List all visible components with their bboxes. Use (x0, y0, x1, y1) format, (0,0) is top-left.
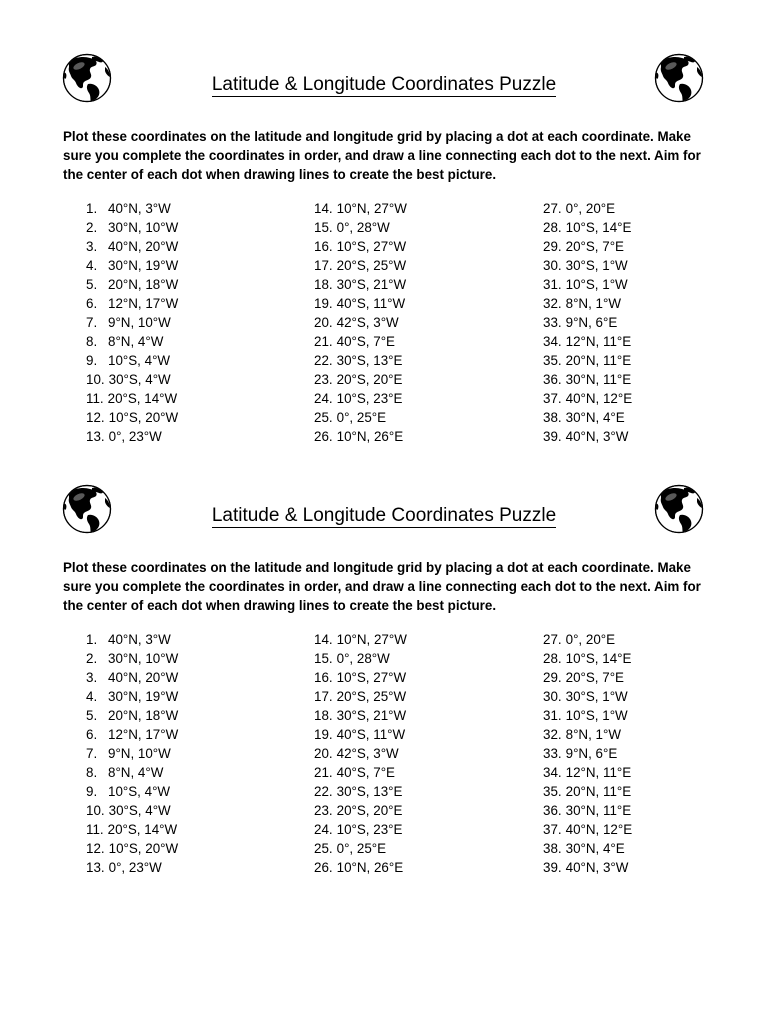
coordinate-value: 30°S, 13°E (336, 784, 403, 799)
coordinate-number: 17. (314, 258, 333, 273)
coordinate-number: 23. (314, 803, 333, 818)
coordinate-value: 0°, 23°W (108, 860, 162, 875)
coordinate-value: 40°S, 11°W (336, 296, 406, 311)
coordinate-value: 30°N, 19°W (108, 258, 179, 273)
coordinate-value: 10°S, 14°E (565, 220, 632, 235)
coordinate-number: 29. (543, 670, 562, 685)
coordinate-value: 0°, 25°E (336, 410, 387, 425)
coordinate-value: 40°N, 12°E (565, 391, 633, 406)
coordinate-number: 11. (86, 391, 104, 406)
coordinate-item (543, 744, 632, 763)
coordinate-value: 30°N, 4°E (565, 841, 625, 856)
coordinate-number: 34. (543, 765, 562, 780)
coordinate-value: 42°S, 3°W (336, 746, 399, 761)
coordinate-number: 7. (86, 746, 98, 761)
coordinate-value: 10°N, 26°E (336, 429, 404, 444)
coordinate-number: 13. (86, 429, 105, 444)
coordinate-value: 8°N, 1°W (565, 296, 621, 311)
coordinate-number: 18. (314, 708, 333, 723)
coordinate-number: 14. (314, 201, 333, 216)
coordinate-item (314, 649, 407, 668)
coordinate-value: 0°, 28°W (336, 651, 390, 666)
coordinate-number: 36. (543, 372, 562, 387)
coordinate-item (86, 389, 178, 408)
coordinate-item (543, 332, 632, 351)
coordinate-number: 4. (86, 258, 98, 273)
coordinate-item (543, 820, 632, 839)
coordinate-number: 27. (543, 632, 562, 647)
coordinate-item (86, 332, 178, 351)
coordinate-number: 3. (86, 239, 98, 254)
coordinate-item (543, 630, 632, 649)
coordinate-number: 2. (86, 651, 98, 666)
coordinate-value: 10°S, 4°W (108, 353, 171, 368)
coordinate-item (86, 199, 178, 218)
coordinate-number: 36. (543, 803, 562, 818)
coordinate-item (86, 275, 178, 294)
coordinate-value: 20°S, 20°E (336, 372, 403, 387)
coordinate-number: 5. (86, 277, 98, 292)
coordinate-number: 31. (543, 277, 562, 292)
coordinate-value: 30°N, 4°E (565, 410, 625, 425)
coordinate-item (543, 858, 632, 877)
coordinate-value: 40°S, 11°W (336, 727, 406, 742)
coordinate-value: 20°N, 11°E (565, 353, 632, 368)
coordinate-number: 30. (543, 689, 562, 704)
coordinate-number: 4. (86, 689, 98, 704)
coordinate-item (86, 649, 178, 668)
instructions: Plot these coordinates on the latitude and longitude grid by placing a dot at each coordinate. Make sure you complete the coordinates in order, and draw a line connecting each dot to the next. Aim for the center of each dot when drawing lines to create the best picture. (63, 129, 701, 182)
coordinate-value: 0°, 23°W (108, 429, 162, 444)
coordinate-value: 20°N, 11°E (565, 784, 632, 799)
coordinate-item (314, 744, 407, 763)
coordinate-item (314, 630, 407, 649)
coordinate-number: 39. (543, 429, 562, 444)
coordinate-number: 32. (543, 296, 562, 311)
coordinate-number: 11. (86, 822, 104, 837)
coordinate-item (543, 408, 632, 427)
coordinate-item (543, 370, 632, 389)
coordinate-number: 5. (86, 708, 98, 723)
coordinate-item (86, 706, 178, 725)
coordinate-number: 17. (314, 689, 333, 704)
coordinate-list-column-1 (86, 199, 178, 446)
coordinate-number: 10. (86, 372, 105, 387)
coordinate-number: 3. (86, 670, 98, 685)
coordinate-number: 31. (543, 708, 562, 723)
coordinate-value: 30°S, 21°W (336, 277, 407, 292)
coordinate-value: 9°N, 6°E (565, 746, 618, 761)
coordinate-item (543, 351, 632, 370)
coordinate-item (543, 294, 632, 313)
coordinate-item (543, 782, 632, 801)
coordinate-item (543, 256, 632, 275)
coordinate-value: 40°N, 20°W (108, 670, 179, 685)
coordinate-value: 10°N, 26°E (336, 860, 404, 875)
coordinate-item (314, 370, 407, 389)
coordinate-item (86, 839, 178, 858)
coordinate-value: 30°N, 10°W (108, 220, 179, 235)
coordinate-item (86, 256, 178, 275)
coordinate-value: 40°N, 3°W (108, 201, 171, 216)
coordinate-item (86, 744, 178, 763)
coordinate-item (86, 351, 178, 370)
coordinate-list-column-1 (86, 630, 178, 877)
coordinate-value: 10°S, 23°E (336, 822, 403, 837)
coordinate-value: 20°S, 25°W (336, 689, 407, 704)
coordinate-value: 9°N, 10°W (108, 746, 171, 761)
coordinate-number: 24. (314, 822, 333, 837)
coordinate-value: 20°S, 25°W (336, 258, 407, 273)
coordinate-value: 12°N, 11°E (565, 334, 632, 349)
coordinate-number: 27. (543, 201, 562, 216)
coordinate-number: 8. (86, 765, 98, 780)
coordinate-value: 10°S, 23°E (336, 391, 403, 406)
coordinate-number: 12. (86, 410, 105, 425)
coordinate-number: 26. (314, 429, 333, 444)
coordinate-value: 9°N, 6°E (565, 315, 618, 330)
coordinate-number: 19. (314, 727, 333, 742)
coordinate-number: 7. (86, 315, 98, 330)
coordinate-value: 30°S, 1°W (565, 258, 628, 273)
coordinate-value: 10°S, 14°E (565, 651, 632, 666)
coordinate-value: 10°N, 27°W (336, 632, 407, 647)
coordinate-value: 40°S, 7°E (336, 334, 395, 349)
coordinate-list-column-2 (314, 199, 407, 446)
coordinate-item (314, 351, 407, 370)
coordinate-item (86, 687, 178, 706)
coordinate-item (86, 218, 178, 237)
coordinate-number: 10. (86, 803, 105, 818)
coordinate-number: 1. (86, 201, 98, 216)
coordinate-value: 30°S, 1°W (565, 689, 628, 704)
coordinate-number: 28. (543, 220, 562, 235)
coordinate-number: 21. (314, 765, 333, 780)
coordinate-list-column-3 (543, 199, 632, 446)
coordinate-item (314, 408, 407, 427)
coordinate-item (543, 275, 632, 294)
coordinate-item (314, 275, 407, 294)
coordinate-number: 16. (314, 239, 333, 254)
coordinate-value: 10°S, 20°W (108, 410, 179, 425)
coordinate-value: 30°S, 21°W (336, 708, 407, 723)
coordinate-item (543, 313, 632, 332)
coordinate-number: 19. (314, 296, 333, 311)
coordinate-number: 35. (543, 784, 562, 799)
coordinate-value: 0°, 20°E (565, 201, 616, 216)
coordinate-value: 40°N, 3°W (108, 632, 171, 647)
coordinate-value: 20°S, 14°W (107, 391, 178, 406)
coordinate-value: 12°N, 17°W (108, 296, 179, 311)
coordinate-item (314, 332, 407, 351)
coordinate-item (314, 313, 407, 332)
coordinate-value: 0°, 28°W (336, 220, 390, 235)
coordinate-value: 8°N, 1°W (565, 727, 621, 742)
coordinate-item (543, 218, 632, 237)
coordinate-value: 0°, 25°E (336, 841, 387, 856)
coordinate-number: 15. (314, 651, 333, 666)
coordinate-item (543, 199, 632, 218)
worksheet-title: Latitude & Longitude Coordinates Puzzle (211, 74, 557, 95)
coordinate-value: 12°N, 17°W (108, 727, 179, 742)
coordinate-number: 39. (543, 860, 562, 875)
coordinate-item (86, 237, 178, 256)
coordinate-item (543, 237, 632, 256)
coordinate-value: 8°N, 4°W (108, 765, 164, 780)
coordinate-item (314, 858, 407, 877)
coordinate-item (314, 199, 407, 218)
coordinate-value: 9°N, 10°W (108, 315, 171, 330)
coordinate-value: 20°N, 18°W (108, 708, 179, 723)
coordinate-number: 22. (314, 784, 333, 799)
coordinate-item (86, 782, 178, 801)
coordinate-value: 8°N, 4°W (108, 334, 164, 349)
instructions: Plot these coordinates on the latitude and longitude grid by placing a dot at each coordinate. Make sure you complete the coordinates in order, and draw a line connecting each dot to the next. Aim for the center of each dot when drawing lines to create the best picture. (63, 560, 701, 613)
coordinate-value: 0°, 20°E (565, 632, 616, 647)
coordinate-item (314, 820, 407, 839)
coordinate-number: 20. (314, 315, 333, 330)
coordinate-item (86, 763, 178, 782)
coordinate-number: 22. (314, 353, 333, 368)
coordinate-number: 32. (543, 727, 562, 742)
coordinate-number: 13. (86, 860, 105, 875)
coordinate-value: 30°S, 13°E (336, 353, 403, 368)
coordinate-list-column-2 (314, 630, 407, 877)
coordinate-number: 33. (543, 746, 562, 761)
worksheet-title: Latitude & Longitude Coordinates Puzzle (211, 505, 557, 526)
coordinate-number: 26. (314, 860, 333, 875)
coordinate-value: 10°N, 27°W (336, 201, 407, 216)
coordinate-value: 30°N, 11°E (565, 372, 632, 387)
coordinate-value: 10°S, 20°W (108, 841, 179, 856)
coordinate-value: 20°S, 7°E (565, 670, 624, 685)
coordinate-value: 20°S, 20°E (336, 803, 403, 818)
coordinate-number: 6. (86, 727, 98, 742)
coordinate-number: 9. (86, 784, 98, 799)
coordinate-number: 33. (543, 315, 562, 330)
coordinate-value: 10°S, 1°W (565, 708, 628, 723)
coordinate-value: 20°S, 7°E (565, 239, 624, 254)
coordinate-number: 29. (543, 239, 562, 254)
coordinate-item (314, 687, 407, 706)
coordinate-list-column-3 (543, 630, 632, 877)
coordinate-number: 38. (543, 841, 562, 856)
coordinate-number: 2. (86, 220, 98, 235)
coordinate-item (314, 218, 407, 237)
coordinate-value: 20°N, 18°W (108, 277, 179, 292)
coordinate-number: 20. (314, 746, 333, 761)
coordinate-item (86, 668, 178, 687)
coordinate-number: 38. (543, 410, 562, 425)
coordinate-item (314, 839, 407, 858)
coordinate-value: 20°S, 14°W (107, 822, 178, 837)
coordinate-value: 40°N, 20°W (108, 239, 179, 254)
coordinate-value: 30°S, 4°W (108, 372, 171, 387)
coordinate-number: 37. (543, 822, 562, 837)
coordinate-value: 30°N, 10°W (108, 651, 179, 666)
coordinate-value: 10°S, 27°W (336, 239, 407, 254)
coordinate-item (543, 763, 632, 782)
coordinate-value: 10°S, 1°W (565, 277, 628, 292)
coordinate-value: 40°S, 7°E (336, 765, 395, 780)
coordinate-number: 14. (314, 632, 333, 647)
coordinate-item (314, 763, 407, 782)
coordinate-number: 1. (86, 632, 98, 647)
coordinate-item (314, 782, 407, 801)
coordinate-number: 9. (86, 353, 98, 368)
coordinate-number: 6. (86, 296, 98, 311)
coordinate-item (314, 237, 407, 256)
coordinate-number: 30. (543, 258, 562, 273)
coordinate-number: 25. (314, 841, 333, 856)
coordinate-number: 28. (543, 651, 562, 666)
coordinate-value: 10°S, 27°W (336, 670, 407, 685)
coordinate-number: 8. (86, 334, 98, 349)
coordinate-item (86, 801, 178, 820)
coordinate-number: 37. (543, 391, 562, 406)
coordinate-value: 30°N, 11°E (565, 803, 632, 818)
coordinate-item (314, 256, 407, 275)
coordinate-item (314, 725, 407, 744)
coordinate-item (314, 668, 407, 687)
coordinate-value: 42°S, 3°W (336, 315, 399, 330)
coordinate-value: 40°N, 12°E (565, 822, 633, 837)
coordinate-item (86, 313, 178, 332)
coordinate-number: 35. (543, 353, 562, 368)
coordinate-item (543, 649, 632, 668)
coordinate-item (86, 630, 178, 649)
coordinate-item (543, 706, 632, 725)
coordinate-item (543, 839, 632, 858)
worksheet-top (0, 0, 768, 444)
coordinate-value: 10°S, 4°W (108, 784, 171, 799)
coordinate-number: 12. (86, 841, 105, 856)
coordinate-item (314, 801, 407, 820)
coordinate-number: 16. (314, 670, 333, 685)
coordinate-item (86, 370, 178, 389)
coordinate-number: 21. (314, 334, 333, 349)
coordinate-number: 18. (314, 277, 333, 292)
coordinate-value: 40°N, 3°W (565, 429, 629, 444)
coordinate-number: 23. (314, 372, 333, 387)
coordinate-item (543, 801, 632, 820)
coordinate-item (86, 820, 178, 839)
coordinate-item (543, 687, 632, 706)
coordinate-item (314, 389, 407, 408)
coordinate-item (314, 294, 407, 313)
coordinate-value: 30°N, 19°W (108, 689, 179, 704)
worksheet-bottom (0, 431, 768, 875)
coordinate-value: 12°N, 11°E (565, 765, 632, 780)
coordinate-value: 40°N, 3°W (565, 860, 629, 875)
coordinate-number: 25. (314, 410, 333, 425)
coordinate-number: 24. (314, 391, 333, 406)
coordinate-item (86, 858, 178, 877)
coordinate-item (86, 408, 178, 427)
coordinate-number: 34. (543, 334, 562, 349)
coordinate-value: 30°S, 4°W (108, 803, 171, 818)
coordinate-item (86, 725, 178, 744)
coordinate-item (543, 389, 632, 408)
coordinate-item (543, 725, 632, 744)
coordinate-item (86, 294, 178, 313)
coordinate-number: 15. (314, 220, 333, 235)
coordinate-item (543, 668, 632, 687)
coordinate-item (314, 706, 407, 725)
